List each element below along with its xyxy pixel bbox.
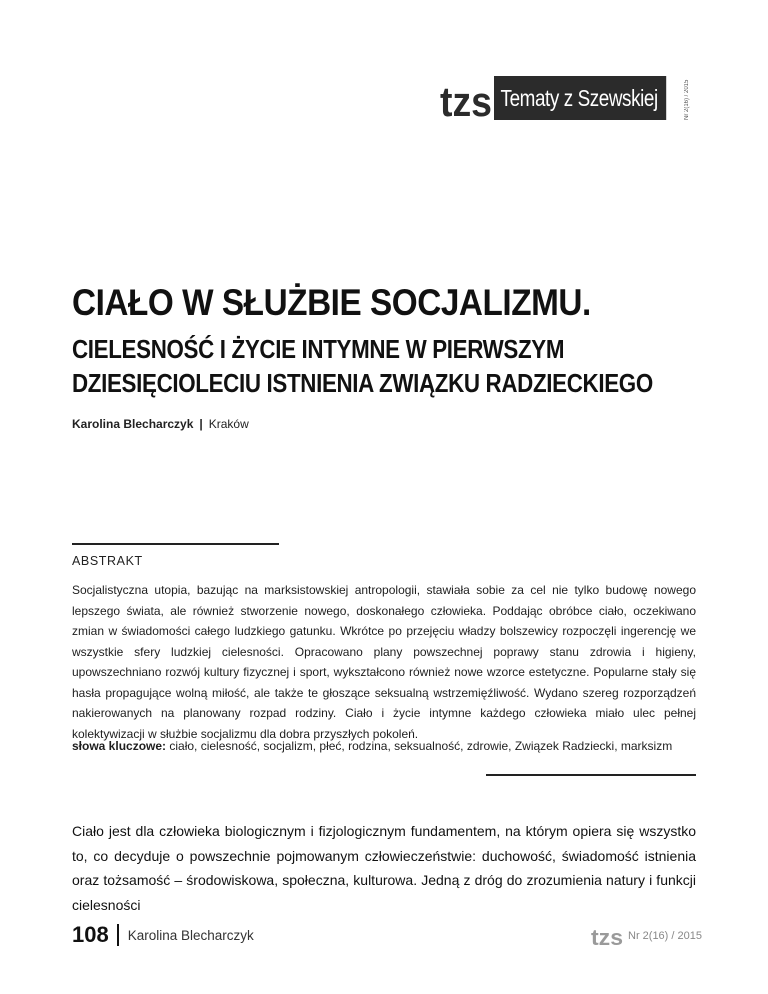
- article-subtitle: [72, 332, 653, 400]
- footer-author: Karolina Blecharczyk: [127, 927, 254, 943]
- footer-left: [72, 922, 254, 948]
- keywords-list: ciało, cielesność, socjalizm, płeć, rodzina, seksualność, zdrowie, Związek Radziecki, marksizm: [166, 739, 673, 753]
- footer-issue: Nr 2(16) / 2015: [628, 930, 702, 942]
- footer-right: [590, 924, 702, 948]
- abstract-text: Socjalistyczna utopia, bazując na marksistowskiej antropologii, stawiała sobie za cel nie tylko budowę nowego lepszego świata, ale również stworzenie nowego, doskonałego człowieka. Poddając obróbce ciało, oczekiwano zmian w świadomości całego ludzkiego gatunku. Wkrótce po przejęciu władzy bolszewicy rozpoczęli ingerencję we wszystkie sfery ludzkiej cielesności. Opracowano plany powszechnej poprawy stanu zdrowia i higieny, upowszechniano rozwój kultury fizycznej i sport, wykształcono również nowe wzorce estetyczne. Popularne stały się hasła propagujące wolną miłość, ale także te głoszące seksualną wstrzemięźliwość. Wydano szereg rozporządzeń nakierowanych na planowany rozpad rodziny. Ciało i życie intymne każdego człowieka miało ulec pełnej kolektywizacji w służbie socjalizmu dla dobra przyszłych pokoleń.: [72, 583, 696, 741]
- author-line: [72, 417, 249, 431]
- author-separator: |: [199, 417, 203, 431]
- svg-text:tzs: tzs: [440, 78, 492, 120]
- abstract-bottom-rule: [486, 774, 696, 776]
- tzs-logo-icon: [438, 76, 494, 120]
- body-paragraph: Ciało jest dla człowieka biologicznym i fizjologicznym fundamentem, na którym opiera się wszystko to, co decyduje o powszechnie pojmowanym człowieczeństwie: duchowość, świadomość istnienia oraz tożsamość – środowiskowa, społeczna, kulturowa. Jedną z dróg do zrozumienia natury i funkcji cielesności: [72, 823, 696, 913]
- tzs-small-logo-icon: [590, 924, 624, 948]
- abstract-top-rule: [72, 543, 279, 545]
- keywords: [72, 739, 696, 753]
- article-title: CIAŁO W SŁUŻBIE SOCJALIZMU.: [72, 282, 591, 323]
- subtitle-line-1: CIELESNOŚĆ I ŻYCIE INTYMNE W PIERWSZYM: [72, 334, 565, 364]
- subtitle-line-2: DZIESIĘCIOLECIU ISTNIENIA ZWIĄZKU RADZIECKIEGO: [72, 368, 653, 398]
- page-number: 108: [72, 922, 109, 947]
- abstract-heading: ABSTRAKT: [72, 554, 143, 568]
- journal-logo: [438, 76, 704, 120]
- keywords-label: słowa kluczowe:: [72, 739, 167, 753]
- author-name: Karolina Blecharczyk: [72, 417, 194, 431]
- footer-divider: [117, 924, 119, 946]
- svg-text:tzs: tzs: [591, 925, 623, 948]
- journal-title: Tematy z Szewskiej: [494, 76, 666, 120]
- author-location: Kraków: [208, 417, 249, 431]
- header-side-issue: Nr 2(16) / 2015: [684, 79, 690, 120]
